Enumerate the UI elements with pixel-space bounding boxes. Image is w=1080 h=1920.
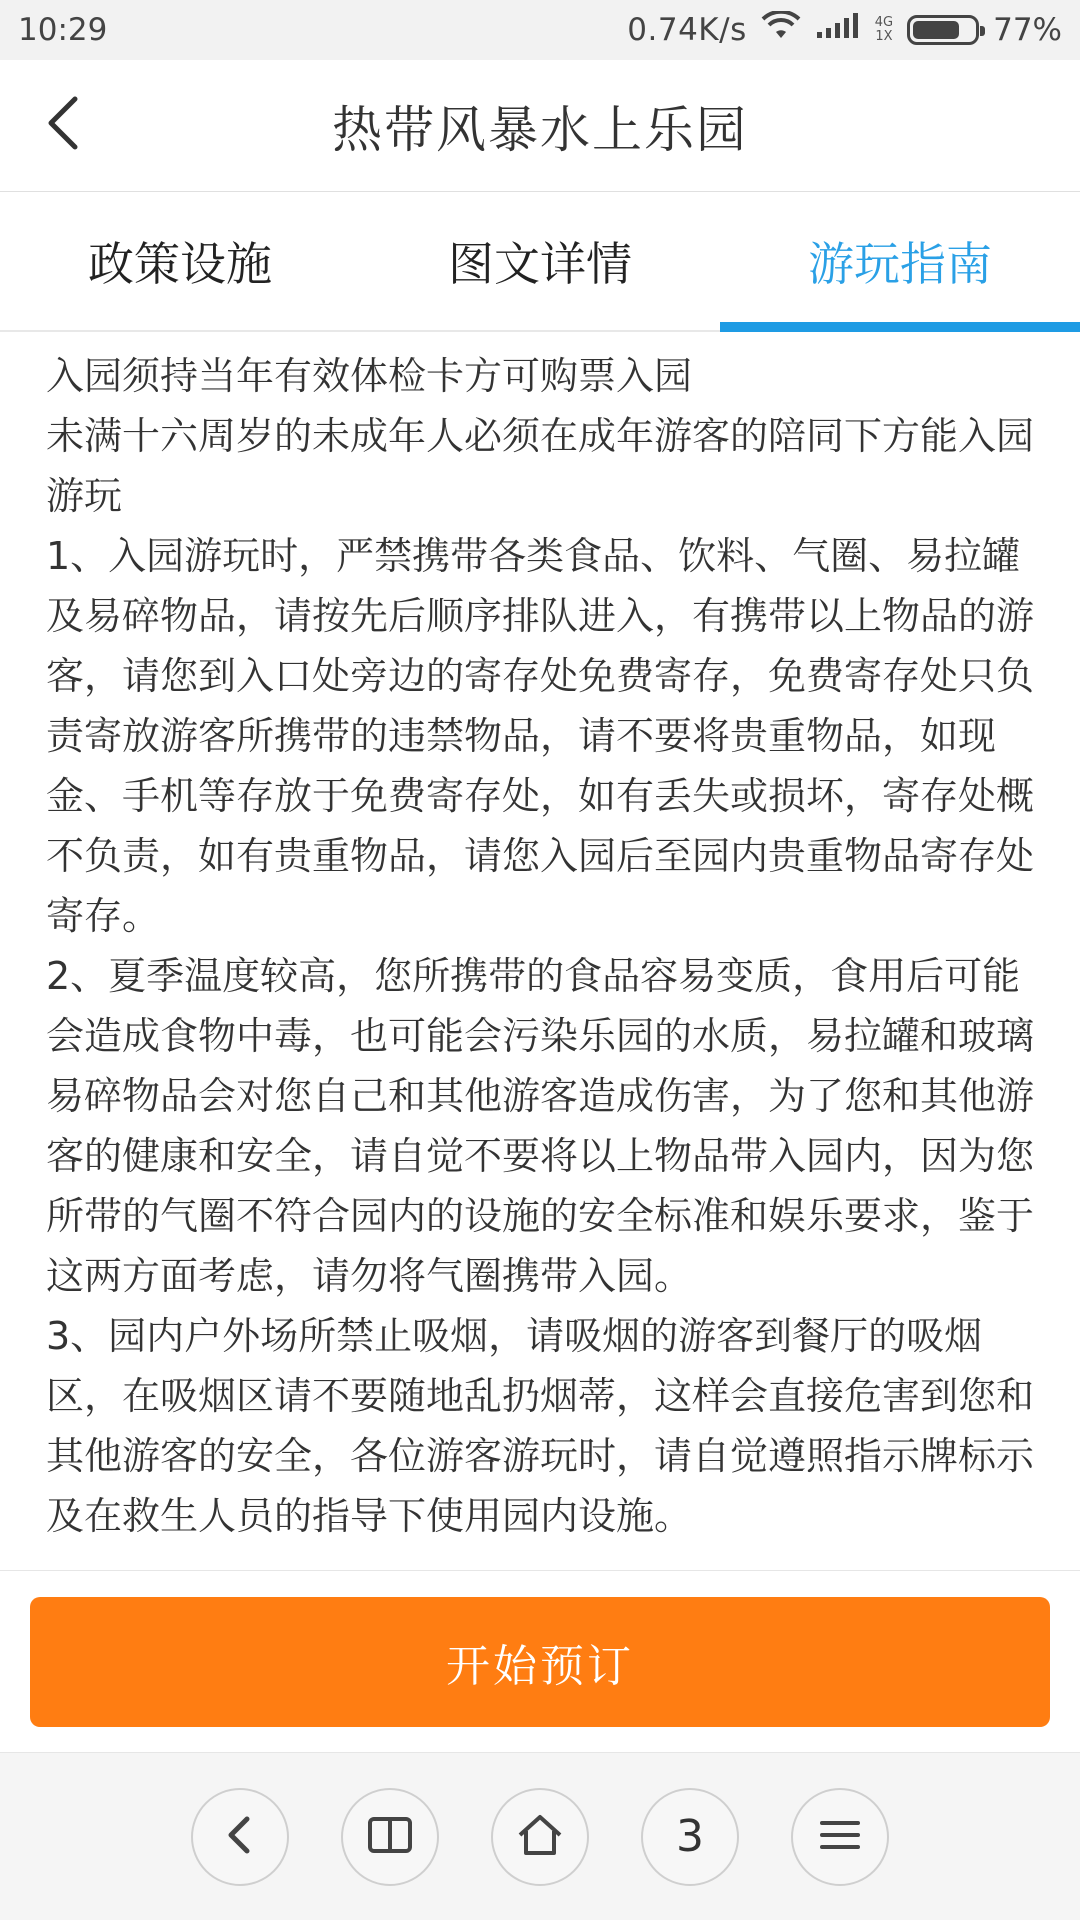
wifi-icon xyxy=(761,11,801,49)
tab-policy-facilities[interactable]: 政策设施 xyxy=(88,237,272,291)
tab-play-guide[interactable]: 游玩指南 xyxy=(720,192,1080,330)
bookmarks-button[interactable] xyxy=(341,1788,439,1886)
tab-bar xyxy=(0,192,1080,332)
home-button[interactable] xyxy=(491,1788,589,1886)
guide-paragraph: 1、入园游玩时，严禁携带各类食品、饮料、气圈、易拉罐及易碎物品，请按先后顺序排队进入，有携带以上物品的游客，请您到入口处旁边的寄存处免费寄存，免费寄存处只负责寄放游客所携带的违禁物品，请不要将贵重物品，如现金、手机等存放于免费寄存处，如有丢失或损坏，寄存处概不负责，如有贵重物品，请您入园后至园内贵重物品寄存处寄存。 xyxy=(46,534,1035,938)
browser-back-button[interactable] xyxy=(191,1788,289,1886)
menu-button[interactable] xyxy=(791,1788,889,1886)
network-type-top: 4G xyxy=(874,15,894,30)
browser-toolbar xyxy=(0,1752,1080,1920)
bookmarks-icon xyxy=(367,1815,413,1859)
net-speed: 0.74K/s xyxy=(627,12,747,48)
booking-bar xyxy=(0,1570,1080,1752)
back-icon xyxy=(223,1815,257,1859)
guide-paragraph: 3、园内户外场所禁止吸烟，请吸烟的游客到餐厅的吸烟区，在吸烟区请不要随地乱扔烟蒂，这样会直接危害到您和其他游客的安全，各位游客游玩时，请自觉遵照指示牌标示及在救生人员的指导下使用园内设施。 xyxy=(46,1314,1035,1538)
guide-paragraph: 未满十六周岁的未成年人必须在成年游客的陪同下方能入园游玩 xyxy=(46,414,1035,518)
tab-picture-details[interactable]: 图文详情 xyxy=(448,237,632,291)
tabs-button[interactable] xyxy=(641,1788,739,1886)
battery-percent: 77% xyxy=(993,12,1062,48)
status-indicators xyxy=(627,11,1062,49)
guide-content[interactable] xyxy=(0,334,1080,1570)
status-bar xyxy=(0,0,1080,60)
network-type xyxy=(875,16,893,44)
page-title: 热带风暴水上乐园 xyxy=(332,100,748,159)
tab-count: 3 xyxy=(676,1811,704,1862)
guide-paragraph: 入园须持当年有效体检卡方可购票入园 xyxy=(46,354,693,398)
guide-paragraph: 2、夏季温度较高，您所携带的食品容易变质，食用后可能会造成食物中毒，也可能会污染乐园的水质，易拉罐和玻璃易碎物品会对您自己和其他游客造成伤害，为了您和其他游客的健康和安全，请自觉不要将以上物品带入园内，因为您所带的气圈不符合园内的设施的安全标准和娱乐要求，鉴于这两方面考虑，请勿将气圈携带入园。 xyxy=(46,954,1035,1298)
menu-icon xyxy=(819,1818,861,1856)
header-bar xyxy=(0,60,1080,192)
status-time: 10:29 xyxy=(18,12,108,48)
chevron-left-icon xyxy=(43,95,83,155)
home-icon xyxy=(517,1813,563,1861)
signal-icon xyxy=(815,12,861,48)
back-button[interactable] xyxy=(28,90,98,160)
network-type-bottom: 1X xyxy=(875,29,893,44)
start-booking-button[interactable]: 开始预订 xyxy=(30,1597,1050,1727)
battery-icon xyxy=(907,15,979,45)
battery-fill xyxy=(913,21,959,39)
